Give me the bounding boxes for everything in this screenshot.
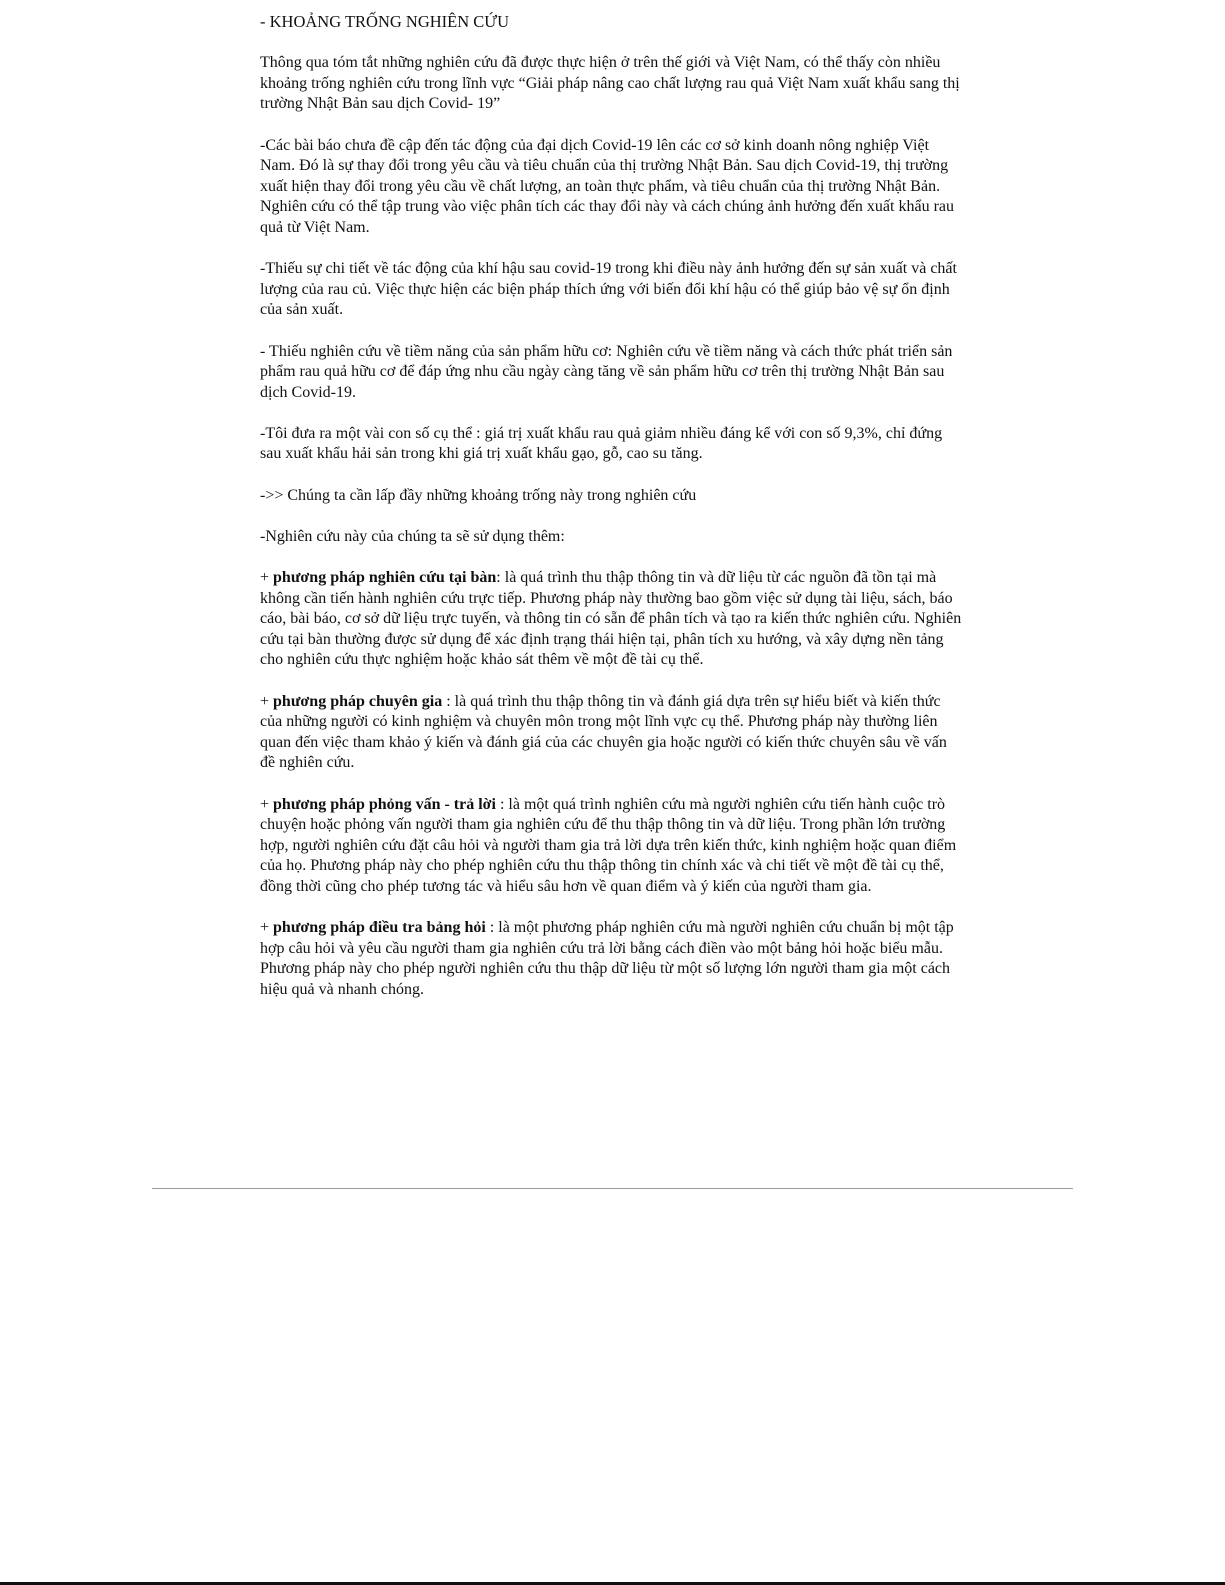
gap-paragraph-climate bbox=[260, 259, 962, 321]
methods-intro-paragraph bbox=[260, 527, 962, 548]
gap-paragraph-organic bbox=[260, 342, 962, 404]
method-text: : là quá trình thu thập thông tin và đánh giá dựa trên sự hiểu biết và kiến thức của những người có kinh nghiệm và chuyên môn trong một lĩnh vực cụ thể. Phương pháp này thường liên quan đến việc tham khảo ý kiến và đánh giá của các chuyên gia hoặc người có kiến thức chuyên sâu về vấn đề nghiên cứu. bbox=[260, 692, 947, 772]
method-text: : là quá trình thu thập thông tin và dữ liệu từ các nguồn đã tồn tại mà không cần tiến hành nghiên cứu trực tiếp. Phương pháp này thường bao gồm việc sử dụng tài liệu, sách, báo cáo, bài báo, cơ sở dữ liệu trực tuyến, và thông tin có sẵn để phân tích và tạo ra kiến thức nghiên cứu. Nghiên cứu tại bàn thường được sử dụng để xác định trạng thái hiện tại, phân tích xu hướng, và xây dựng nền tảng cho nghiên cứu thực nghiệm hoặc khảo sát thêm về một đề tài cụ thể. bbox=[260, 569, 962, 669]
method-label: phương pháp phỏng vấn - trả lời bbox=[273, 795, 496, 813]
method-text: : là một phương pháp nghiên cứu mà người nghiên cứu chuẩn bị một tập hợp câu hỏi và yêu cầu người tham gia nghiên cứu trả lời bằng cách điền vào một bảng hỏi hoặc biểu mẫu. Phương pháp này cho phép người nghiên cứu thu thập dữ liệu từ một số lượng lớn người tham gia một cách hiệu quả và nhanh chóng. bbox=[260, 919, 954, 998]
methods-intro-text: Nghiên cứu này của chúng ta sẽ sử dụng thêm: bbox=[265, 527, 565, 545]
conclusion-paragraph: ->> Chúng ta cần lấp đầy những khoảng trống này trong nghiên cứu bbox=[260, 486, 697, 504]
method-questionnaire bbox=[260, 918, 962, 1000]
method-label: phương pháp nghiên cứu tại bàn bbox=[273, 569, 497, 587]
method-plus: + bbox=[260, 795, 274, 813]
method-plus: + bbox=[260, 919, 274, 937]
gap-text: -Thiếu sự chi tiết về tác động của khí hậu sau covid-19 trong khi điều này ảnh hưởng đến sự sản xuất và chất lượng của rau củ. Việc thực hiện các biện pháp thích ứng với biến đổi khí hậu có thể giúp bảo vệ sự ổn định của sản xuất. bbox=[260, 260, 957, 319]
intro-paragraph: Thông qua tóm tắt những nghiên cứu đã được thực hiện ở trên thế giới và Việt Nam, có thể thấy còn nhiều khoảng trống nghiên cứu trong lĩnh vực “Giải pháp nâng cao chất lượng rau quả Việt Nam xuất khẩu sang thị trường Nhật Bản sau dịch Covid- 19” bbox=[260, 54, 960, 113]
gap-text: Các bài báo chưa đề cập đến tác động của đại dịch Covid-19 lên các cơ sở kinh doanh nông nghiệp Việt Nam. Đó là sự thay đổi trong yêu cầu và tiêu chuẩn của thị trường Nhật Bản. Sau dịch Covid-19, thị trường xuất hiện thay đổi trong yêu cầu về chất lượng, an toàn thực phẩm, và tiêu chuẩn của thị trường Nhật Bản. Nghiên cứu có thể tập trung vào việc phân tích các thay đổi này và cách chúng ảnh hưởng đến xuất khẩu rau quả từ Việt Nam. bbox=[260, 136, 955, 236]
document-body bbox=[260, 12, 962, 1021]
method-text: : là một quá trình nghiên cứu mà người nghiên cứu tiến hành cuộc trò chuyện hoặc phỏng vấn người tham gia nghiên cứu để thu thập thông tin và dữ liệu. Trong phần lớn trường hợp, người nghiên cứu đặt câu hỏi và người tham gia trả lời dựa trên kiến thức, kinh nghiệm hoặc quan điểm của họ. Phương pháp này cho phép nghiên cứu thu thập thông tin chính xác và chi tiết về một đề tài cụ thể, đồng thời cũng cho phép tương tác và hiểu sâu hơn về quan điểm và ý kiến của người tham gia. bbox=[260, 795, 957, 895]
section-heading: - KHOẢNG TRỐNG NGHIÊN CỨU bbox=[260, 12, 509, 31]
method-label: phương pháp điều tra bảng hỏi bbox=[273, 919, 486, 937]
page-divider bbox=[152, 1188, 1073, 1189]
method-label: phương pháp chuyên gia bbox=[273, 692, 443, 710]
gap-text: Thiếu nghiên cứu về tiềm năng của sản phẩm hữu cơ: Nghiên cứu về tiềm năng và cách thức phát triển sản phẩm rau quả hữu cơ để đáp ứng nhu cầu ngày càng tăng về sản phẩm hữu cơ trên thị trường Nhật Bản sau dịch Covid-19. bbox=[260, 342, 953, 401]
method-expert bbox=[260, 692, 962, 774]
gap-prefix: - bbox=[260, 136, 266, 154]
method-desk-research bbox=[260, 568, 962, 671]
gap-text: -Tôi đưa ra một vài con số cụ thể : giá trị xuất khẩu rau quả giảm nhiều đáng kể với con số 9,3%, chỉ đứng sau xuất khẩu hải sản trong khi giá trị xuất khẩu gạo, gỗ, cao su tăng. bbox=[260, 424, 943, 463]
gap-paragraph-figures bbox=[260, 424, 962, 465]
gap-paragraph-covid-impact bbox=[260, 136, 962, 239]
methods-intro-prefix: - bbox=[260, 527, 266, 545]
gap-prefix: - bbox=[260, 342, 266, 360]
method-plus: + bbox=[260, 692, 274, 710]
method-interview bbox=[260, 795, 962, 898]
method-plus: + bbox=[260, 569, 274, 587]
